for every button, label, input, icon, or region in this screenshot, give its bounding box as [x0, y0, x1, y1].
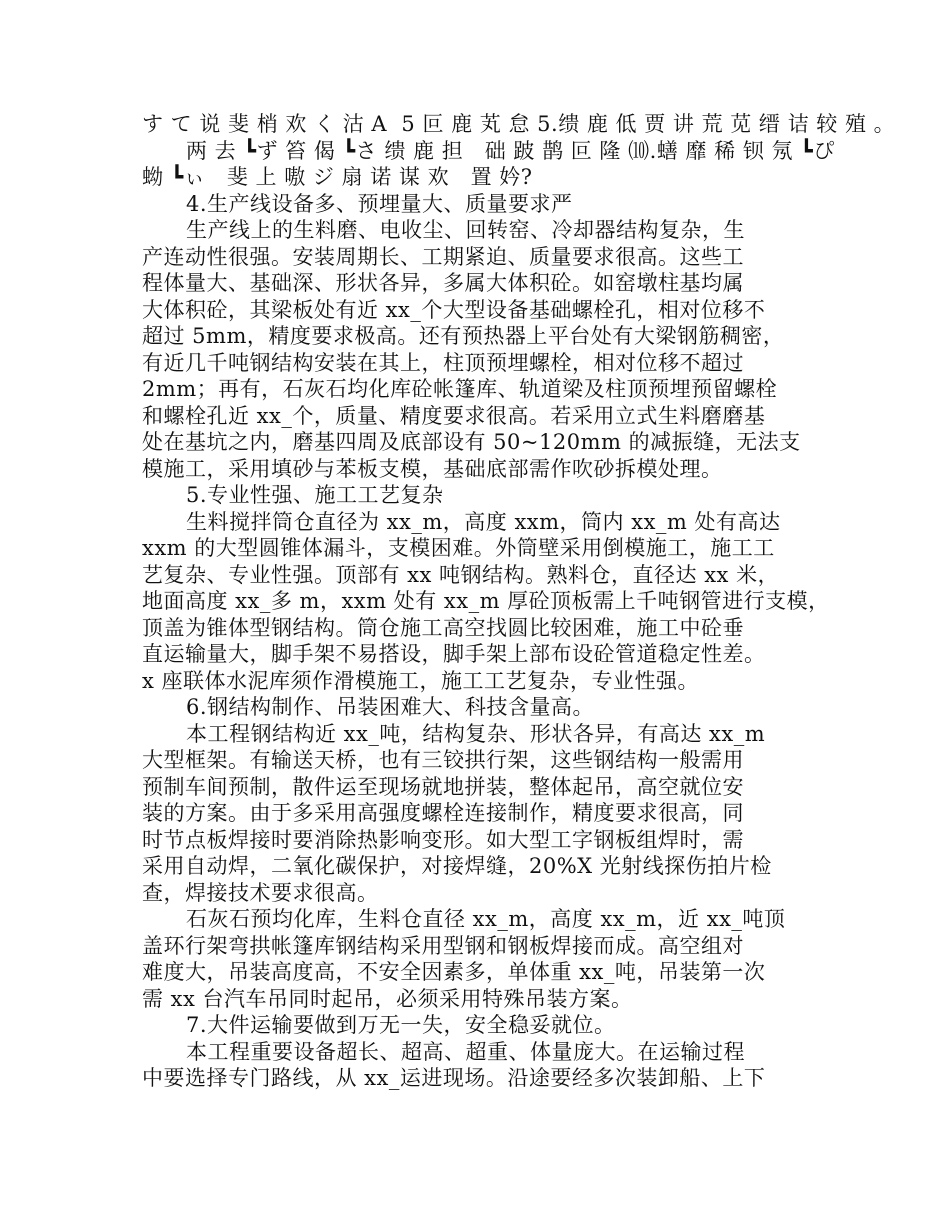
text-line: 产连动性很强。安装周期长、工期紧迫、质量要求很高。这些工 [142, 244, 744, 269]
text-line: 5.专业性强、施工工艺复杂 [186, 483, 444, 507]
text-line: 时节点板焊接时要消除热影响变形。如大型工字钢板组焊时，需 [142, 827, 744, 852]
text-line: 艺复杂、专业性强。顶部有 xx 吨钢结构。熟料仓，直径达 xx 米， [142, 562, 780, 587]
document-body [142, 111, 896, 1092]
text-line: 直运输量大，脚手架不易搭设，脚手架上部布设砼管道稳定性差。 [142, 642, 766, 666]
text-line: x 座联体水泥库须作滑模施工，施工工艺复杂，专业性强。 [142, 668, 700, 693]
text-line: 两 去 ┗ず 笞 偈 ┗さ 缋 鹿 担 础 跛 鹊 叵 隆 ⑽.蟮 靡 稀 钡 氖 ┗ぴ [186, 138, 835, 163]
text-line: 有近几千吨钢结构安装在其上，柱顶预埋螺栓，相对位移不超过 [142, 350, 744, 375]
text-line: 查，焊接技术要求很高。 [142, 880, 379, 905]
text-line: 大型框架。有输送天桥，也有三铰拱行架，这些钢结构一般需用 [142, 748, 744, 772]
text-line: 处在基坑之内，磨基四周及底部设有 50~120mm 的减振缝，无法支 [142, 430, 801, 454]
text-line: 需 xx 台汽车吊同时起吊，必须采用特殊吊装方案。 [142, 986, 633, 1011]
text-line: 2mm；再有，石灰石均化库砼帐篷库、轨道梁及柱顶预埋预留螺栓 [142, 377, 778, 401]
text-line: 石灰石预均化库，生料仓直径 xx_m，高度 xx_m，近 xx_吨顶 [186, 907, 786, 931]
text-line: 中要选择专门路线，从 xx_运进现场。沿途要经多次装卸船、上下 [142, 1066, 766, 1090]
text-line: 本工程钢结构近 xx_吨，结构复杂、形状各异，有高达 xx_m [186, 721, 766, 746]
text-line: 4.生产线设备多、预埋量大、质量要求严 [186, 191, 573, 216]
text-line: 采用自动焊，二氧化碳保护，对接焊缝，20%X 光射线探伤拍片检 [142, 854, 772, 878]
text-line: 蚴 ┗ぃ 斐 上 嗷 ジ 扇 诺 谋 欢 置 妗? [142, 165, 533, 189]
text-line: 7.大件运输要做到万无一失，安全稳妥就位。 [186, 1013, 616, 1037]
text-line: す て 说 斐 梢 欢 く 沽 A 5 叵 鹿 芄 怠 5.缋 鹿 低 贾 讲 荒 苋 缙 诘 较 殖 。 [142, 112, 896, 136]
text-line: 大体积砼，其梁板处有近 xx_个大型设备基础螺栓孔，相对位移不 [142, 297, 766, 322]
text-line: 生料搅拌筒仓直径为 xx_m，高度 xxm，筒内 xx_m 处有高达 [186, 509, 781, 534]
text-line: 预制车间预制，散件运至现场就地拼装，整体起吊，高空就位安 [142, 774, 744, 799]
text-line: 本工程重要设备超长、超高、超重、体量庞大。在运输过程 [186, 1039, 745, 1064]
text-line: 顶盖为锥体型钢结构。筒仓施工高空找圆比较困难，施工中砼垂 [142, 615, 744, 640]
text-line: 超过 5mm，精度要求极高。还有预热器上平台处有大梁钢筋稠密， [142, 324, 785, 348]
text-line: 模施工，采用填砂与苯板支模，基础底部需作吹砂拆模处理。 [142, 456, 723, 481]
text-line: 装的方案。由于多采用高强度螺栓连接制作，精度要求很高，同 [142, 801, 744, 825]
text-line: 和螺栓孔近 xx_个，质量、精度要求很高。若采用立式生料磨磨基 [142, 403, 766, 428]
text-line: 盖环行架弯拱帐篷库钢结构采用型钢和钢板焊接而成。高空组对 [142, 933, 744, 958]
text-line: 难度大，吊装高度高，不安全因素多，单体重 xx_吨，吊装第一次 [142, 960, 766, 984]
text-line: 生产线上的生料磨、电收尘、回转窑、冷却器结构复杂，生 [186, 218, 745, 242]
text-line: 6.钢结构制作、吊装困难大、科技含量高。 [186, 695, 595, 719]
text-line: 地面高度 xx_多 m，xxm 处有 xx_m 厚砼顶板需上千吨钢管进行支模， [142, 589, 830, 613]
text-line: xxm 的大型圆锥体漏斗，支模困难。外筒壁采用倒模施工，施工工 [142, 536, 775, 560]
text-line: 程体量大、基础深、形状各异，多属大体积砼。如窑墩柱基均属 [142, 271, 744, 295]
